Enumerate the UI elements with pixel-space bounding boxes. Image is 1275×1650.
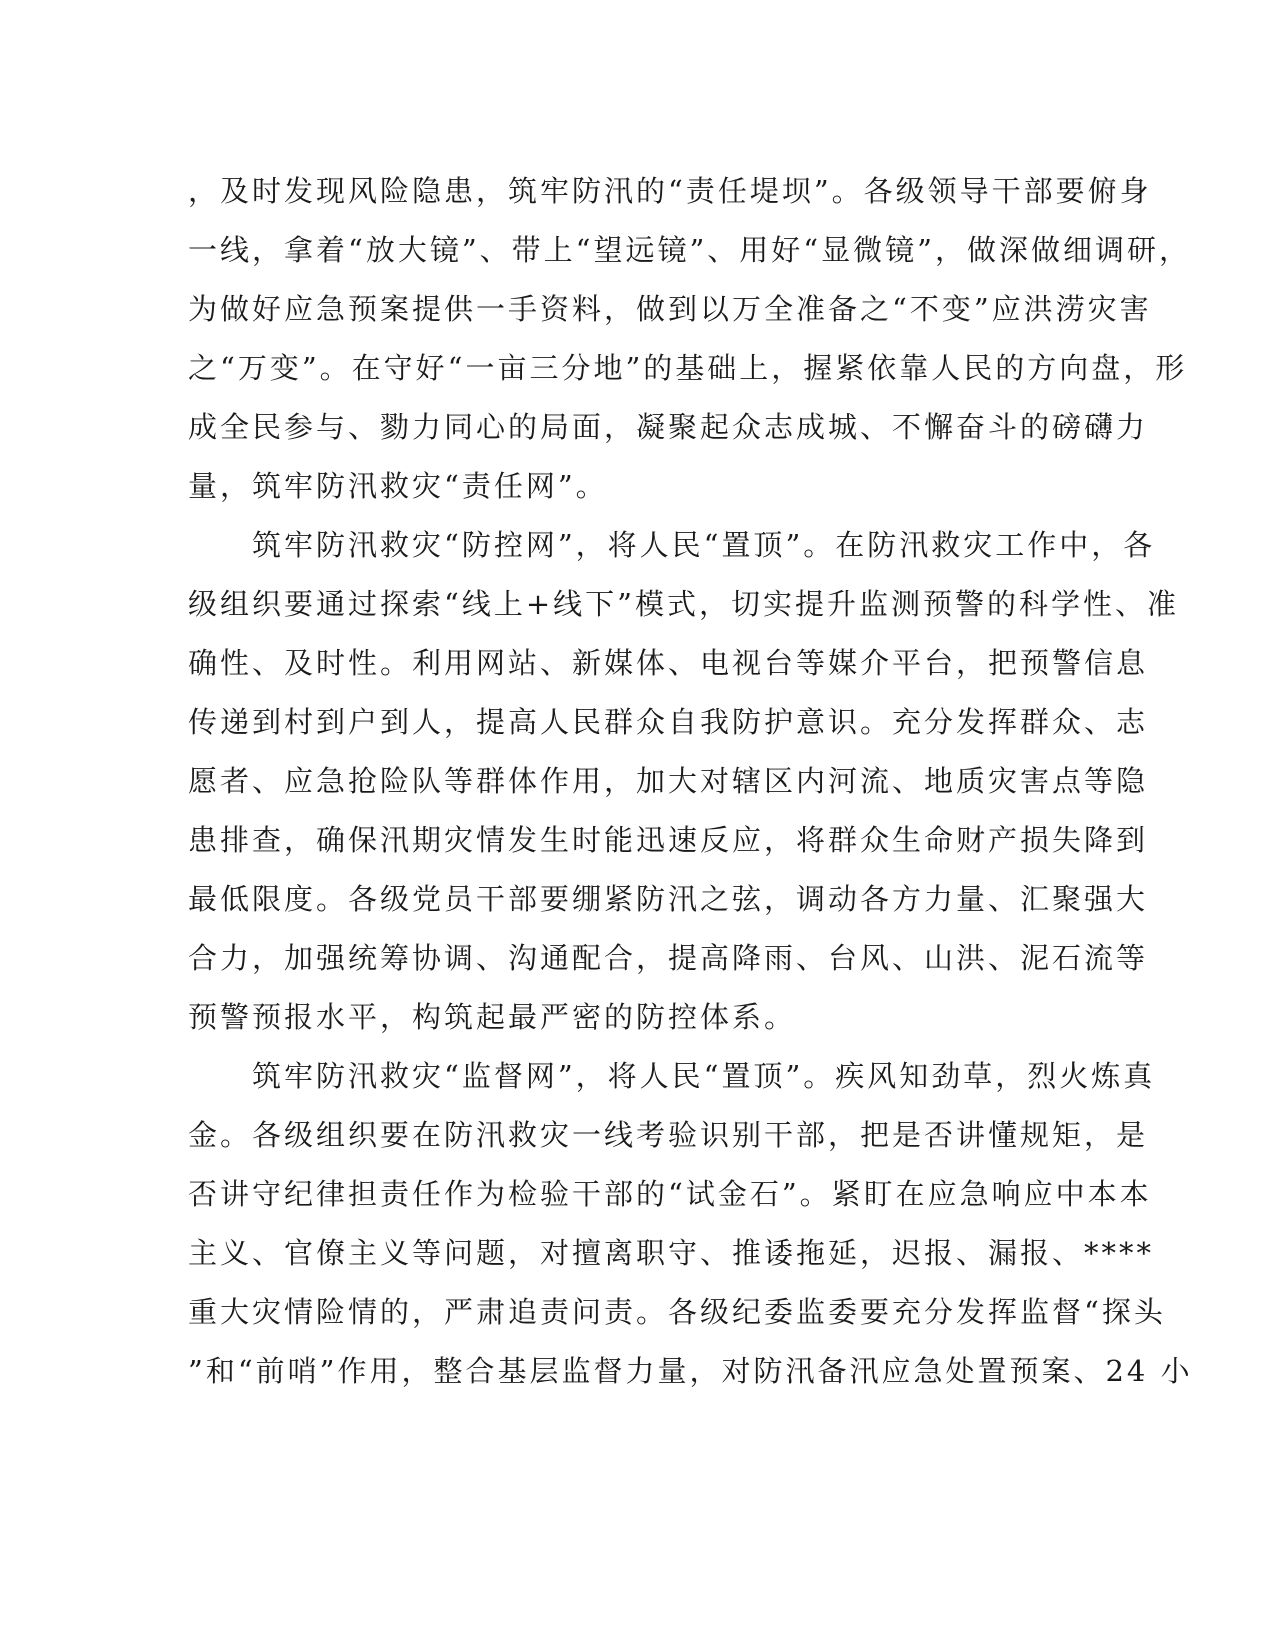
text-line: 确性、及时性。利用网站、新媒体、电视台等媒介平台，把预警信息 xyxy=(188,646,1149,680)
text-line: 患排查，确保汛期灾情发生时能迅速反应，将群众生命财产损失降到 xyxy=(188,823,1149,857)
body-text xyxy=(188,162,1193,1401)
text-line: 成全民参与、勠力同心的局面，凝聚起众志成城、不懈奋斗的磅礴力 xyxy=(188,410,1149,444)
text-line: 愿者、应急抢险队等群体作用，加大对辖区内河流、地质灾害点等隐 xyxy=(188,764,1149,798)
text-line: 传递到村到户到人，提高人民群众自我防护意识。充分发挥群众、志 xyxy=(188,705,1149,739)
text-line: 之“万变”。在守好“一亩三分地”的基础上，握紧依靠人民的方向盘，形 xyxy=(188,351,1188,385)
text-line: ，及时发现风险隐患，筑牢防汛的“责任堤坝”。各级领导干部要俯身 xyxy=(188,174,1152,208)
text-line: 重大灾情险情的，严肃追责问责。各级纪委监委要充分发挥监督“探头 xyxy=(188,1295,1166,1329)
text-line: 一线，拿着“放大镜”、带上“望远镜”、用好“显微镜”，做深做细调研， xyxy=(188,233,1191,267)
text-line: 为做好应急预案提供一手资料，做到以万全准备之“不变”应洪涝灾害 xyxy=(188,292,1152,326)
text-line: 最低限度。各级党员干部要绷紧防汛之弦，调动各方力量、汇聚强大 xyxy=(188,882,1149,916)
text-line: 量，筑牢防汛救灾“责任网”。 xyxy=(188,469,608,503)
text-line: 合力，加强统筹协调、沟通配合，提高降雨、台风、山洪、泥石流等 xyxy=(188,941,1149,975)
text-line: 级组织要通过探索“线上+线下”模式，切实提升监测预警的科学性、准 xyxy=(188,587,1179,621)
text-line: 筑牢防汛救灾“监督网”，将人民“置顶”。疾风知劲草，烈火炼真 xyxy=(188,1059,1156,1093)
text-line: 否讲守纪律担责任作为检验干部的“试金石”。紧盯在应急响应中本本 xyxy=(188,1177,1152,1211)
text-line: 预警预报水平，构筑起最严密的防控体系。 xyxy=(188,1000,797,1034)
text-line: 筑牢防汛救灾“防控网”，将人民“置顶”。在防汛救灾工作中，各 xyxy=(188,528,1156,562)
text-line: 金。各级组织要在防汛救灾一线考验识别干部，把是否讲懂规矩，是 xyxy=(188,1118,1149,1152)
text-line: ”和“前哨”作用，整合基层监督力量，对防汛备汛应急处置预案、24 小 xyxy=(188,1354,1193,1388)
text-line: 主义、官僚主义等问题，对擅离职守、推诿拖延，迟报、漏报、**** xyxy=(188,1236,1155,1270)
